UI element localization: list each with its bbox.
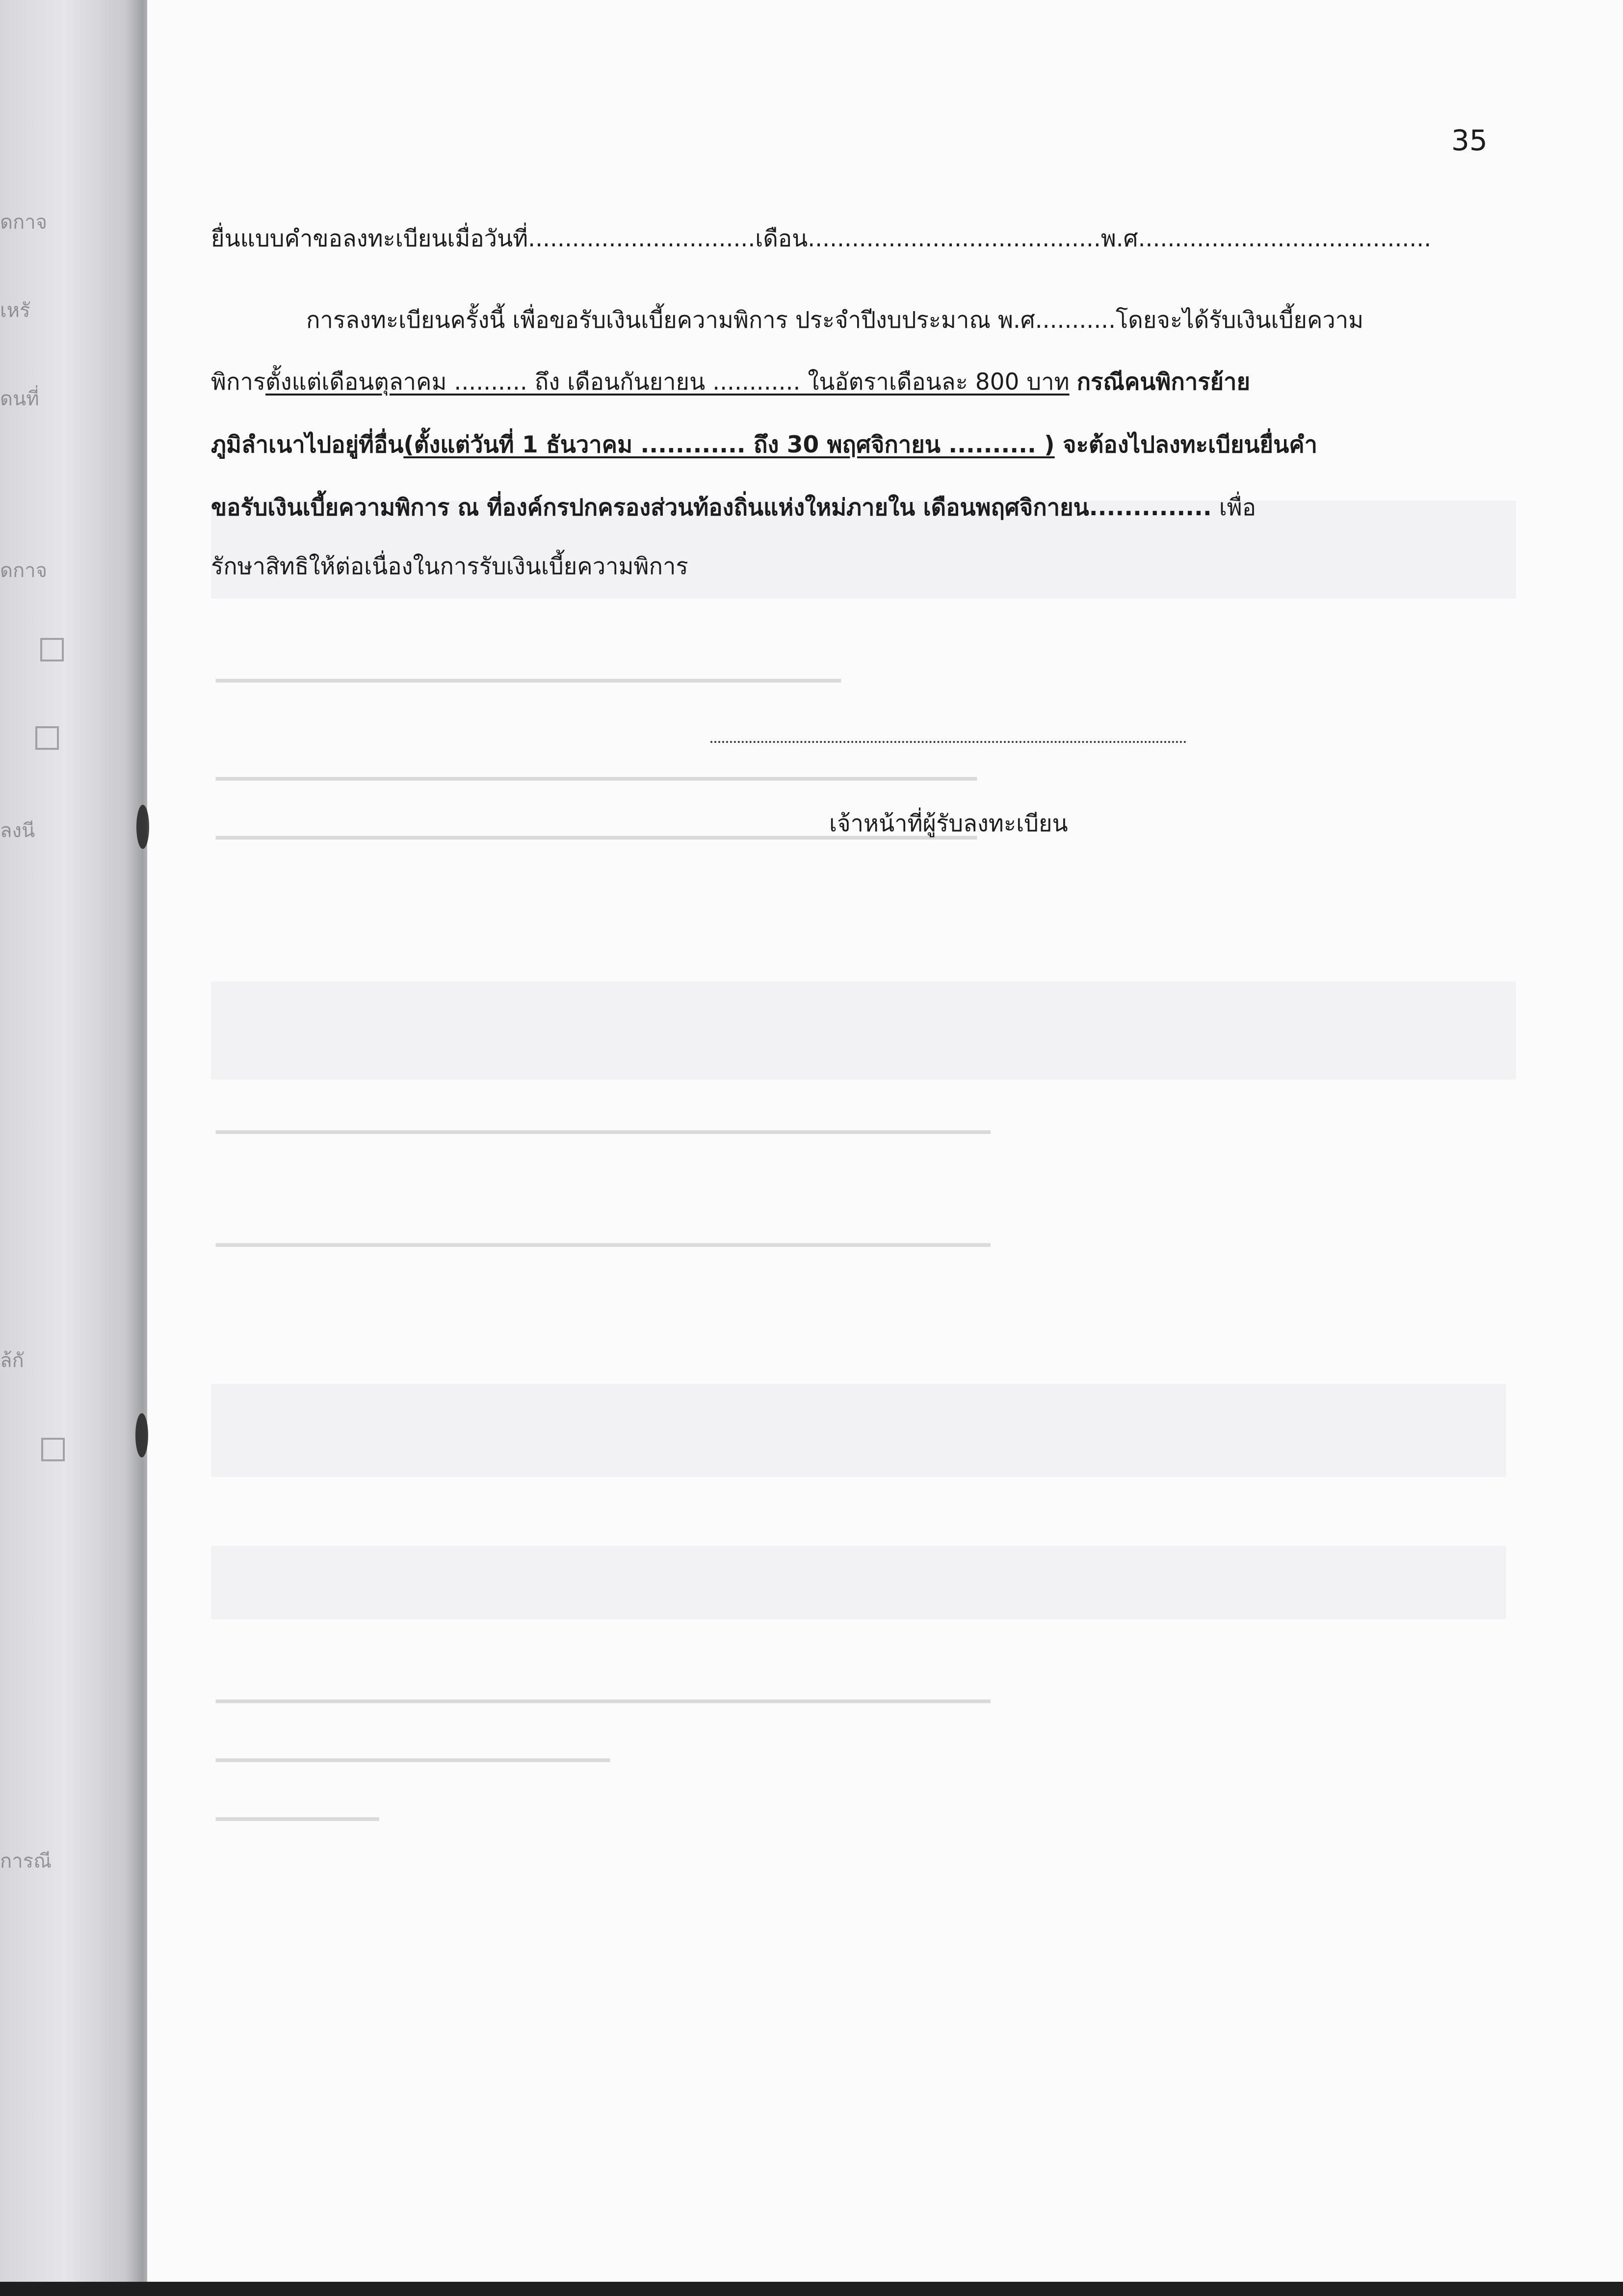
signature-title: เจ้าหน้าที่ผู้รับลงทะเบียน [829,810,1068,837]
show-through-text: ━━━━━━━━━━━━━━━━━━━━━━━━━━━━━━━━━━━━━━━━━━━━━━━━━━━━━━━━ [216,824,977,851]
adjacent-page-checkbox [40,638,64,661]
show-through-text: ━━━━━━━━━━━━━━━━━━━━━━━━━━━━━ [216,1747,610,1773]
signature-line [710,741,1186,743]
registration-purpose-line: การลงทะเบียนครั้งนี้ เพื่อขอรับเงินเบี้ยความพิการ ประจำปีงบประมาณ พ.ศ...........โดยจะได้รับเงินเบี้ยความ [306,307,1364,334]
adjacent-page-fragment: ล้กั [0,1349,24,1372]
registration-date-line: ยื่นแบบคำขอลงทะเบียนเมื่อวันที่...............................เดือน........................................พ.ศ........................................ [211,225,1432,252]
new-office-requirement: ขอรับเงินเบี้ยความพิการ ณ ที่องค์กรปกครองส่วนท้องถิ่นแห่งใหม่ภายใน เดือนพฤศจิกายน.............. [211,494,1212,521]
new-office-suffix: เพื่อ [1219,494,1256,521]
binder-hole-mark [136,805,149,849]
show-through-band [211,981,1516,1080]
adjacent-page-edge [0,0,162,2296]
show-through-text: ━━━━━━━━━━━━━━━━━━━━━━━━━━━━━━━━━━━━━━━━━━━━━━━━━━━━━━━━━ [216,1688,991,1715]
relocation-requirement: จะต้องไปลงทะเบียนยื่นคำ [1063,431,1318,458]
relocation-case-label: กรณีคนพิการย้าย [1076,369,1250,396]
relocation-line [211,426,1317,463]
scan-border [0,2282,1623,2296]
adjacent-page-fragment: ลงนี [0,819,35,842]
binder-hole-mark [135,1413,148,1457]
show-through-text: ━━━━━━━━━━━━ [216,1806,379,1832]
page-number: 35 [1451,124,1488,157]
new-office-line [211,489,1256,526]
adjacent-page-checkbox [35,726,59,750]
adjacent-page-fragment: ดกาจ [0,211,48,234]
show-through-text: ━━━━━━━━━━━━━━━━━━━━━━━━━━━━━━━━━━━━━━━━━━━━━━ [216,667,841,694]
show-through-band [211,1546,1506,1619]
show-through-text: ━━━━━━━━━━━━━━━━━━━━━━━━━━━━━━━━━━━━━━━━━━━━━━━━━━━━━━━━━ [216,1119,991,1145]
show-through-text: ━━━━━━━━━━━━━━━━━━━━━━━━━━━━━━━━━━━━━━━━━━━━━━━━━━━━━━━━━ [216,1232,991,1258]
adjacent-page-fragment: การณี [0,1850,52,1873]
relocation-prefix: ภูมิลำเนาไปอยู่ที่อื่น [211,431,404,458]
payment-period-range: ตั้งแต่เดือนตุลาคม .......... ถึง เดือนกันยายน ............ ในอัตราเดือนละ 800 บาท [265,369,1070,396]
payment-period-prefix: พิการ [211,369,266,396]
relocation-period: (ตั้งแต่วันที่ 1 ธันวาคม ............ ถึง 30 พฤศจิกายน .......... ) [403,431,1055,458]
payment-period-line [211,363,1250,400]
adjacent-page-fragment: เหรั [0,299,30,322]
adjacent-page-fragment: ดกาจ [0,559,48,582]
adjacent-page-fragment: ดนที่ [0,388,39,410]
show-through-band [211,1384,1506,1477]
adjacent-page-checkbox [41,1438,65,1461]
show-through-text: ━━━━━━━━━━━━━━━━━━━━━━━━━━━━━━━━━━━━━━━━━━━━━━━━━━━━━━━━ [216,765,977,792]
continuity-line: รักษาสิทธิให้ต่อเนื่องในการรับเงินเบี้ยความพิการ [211,553,688,580]
